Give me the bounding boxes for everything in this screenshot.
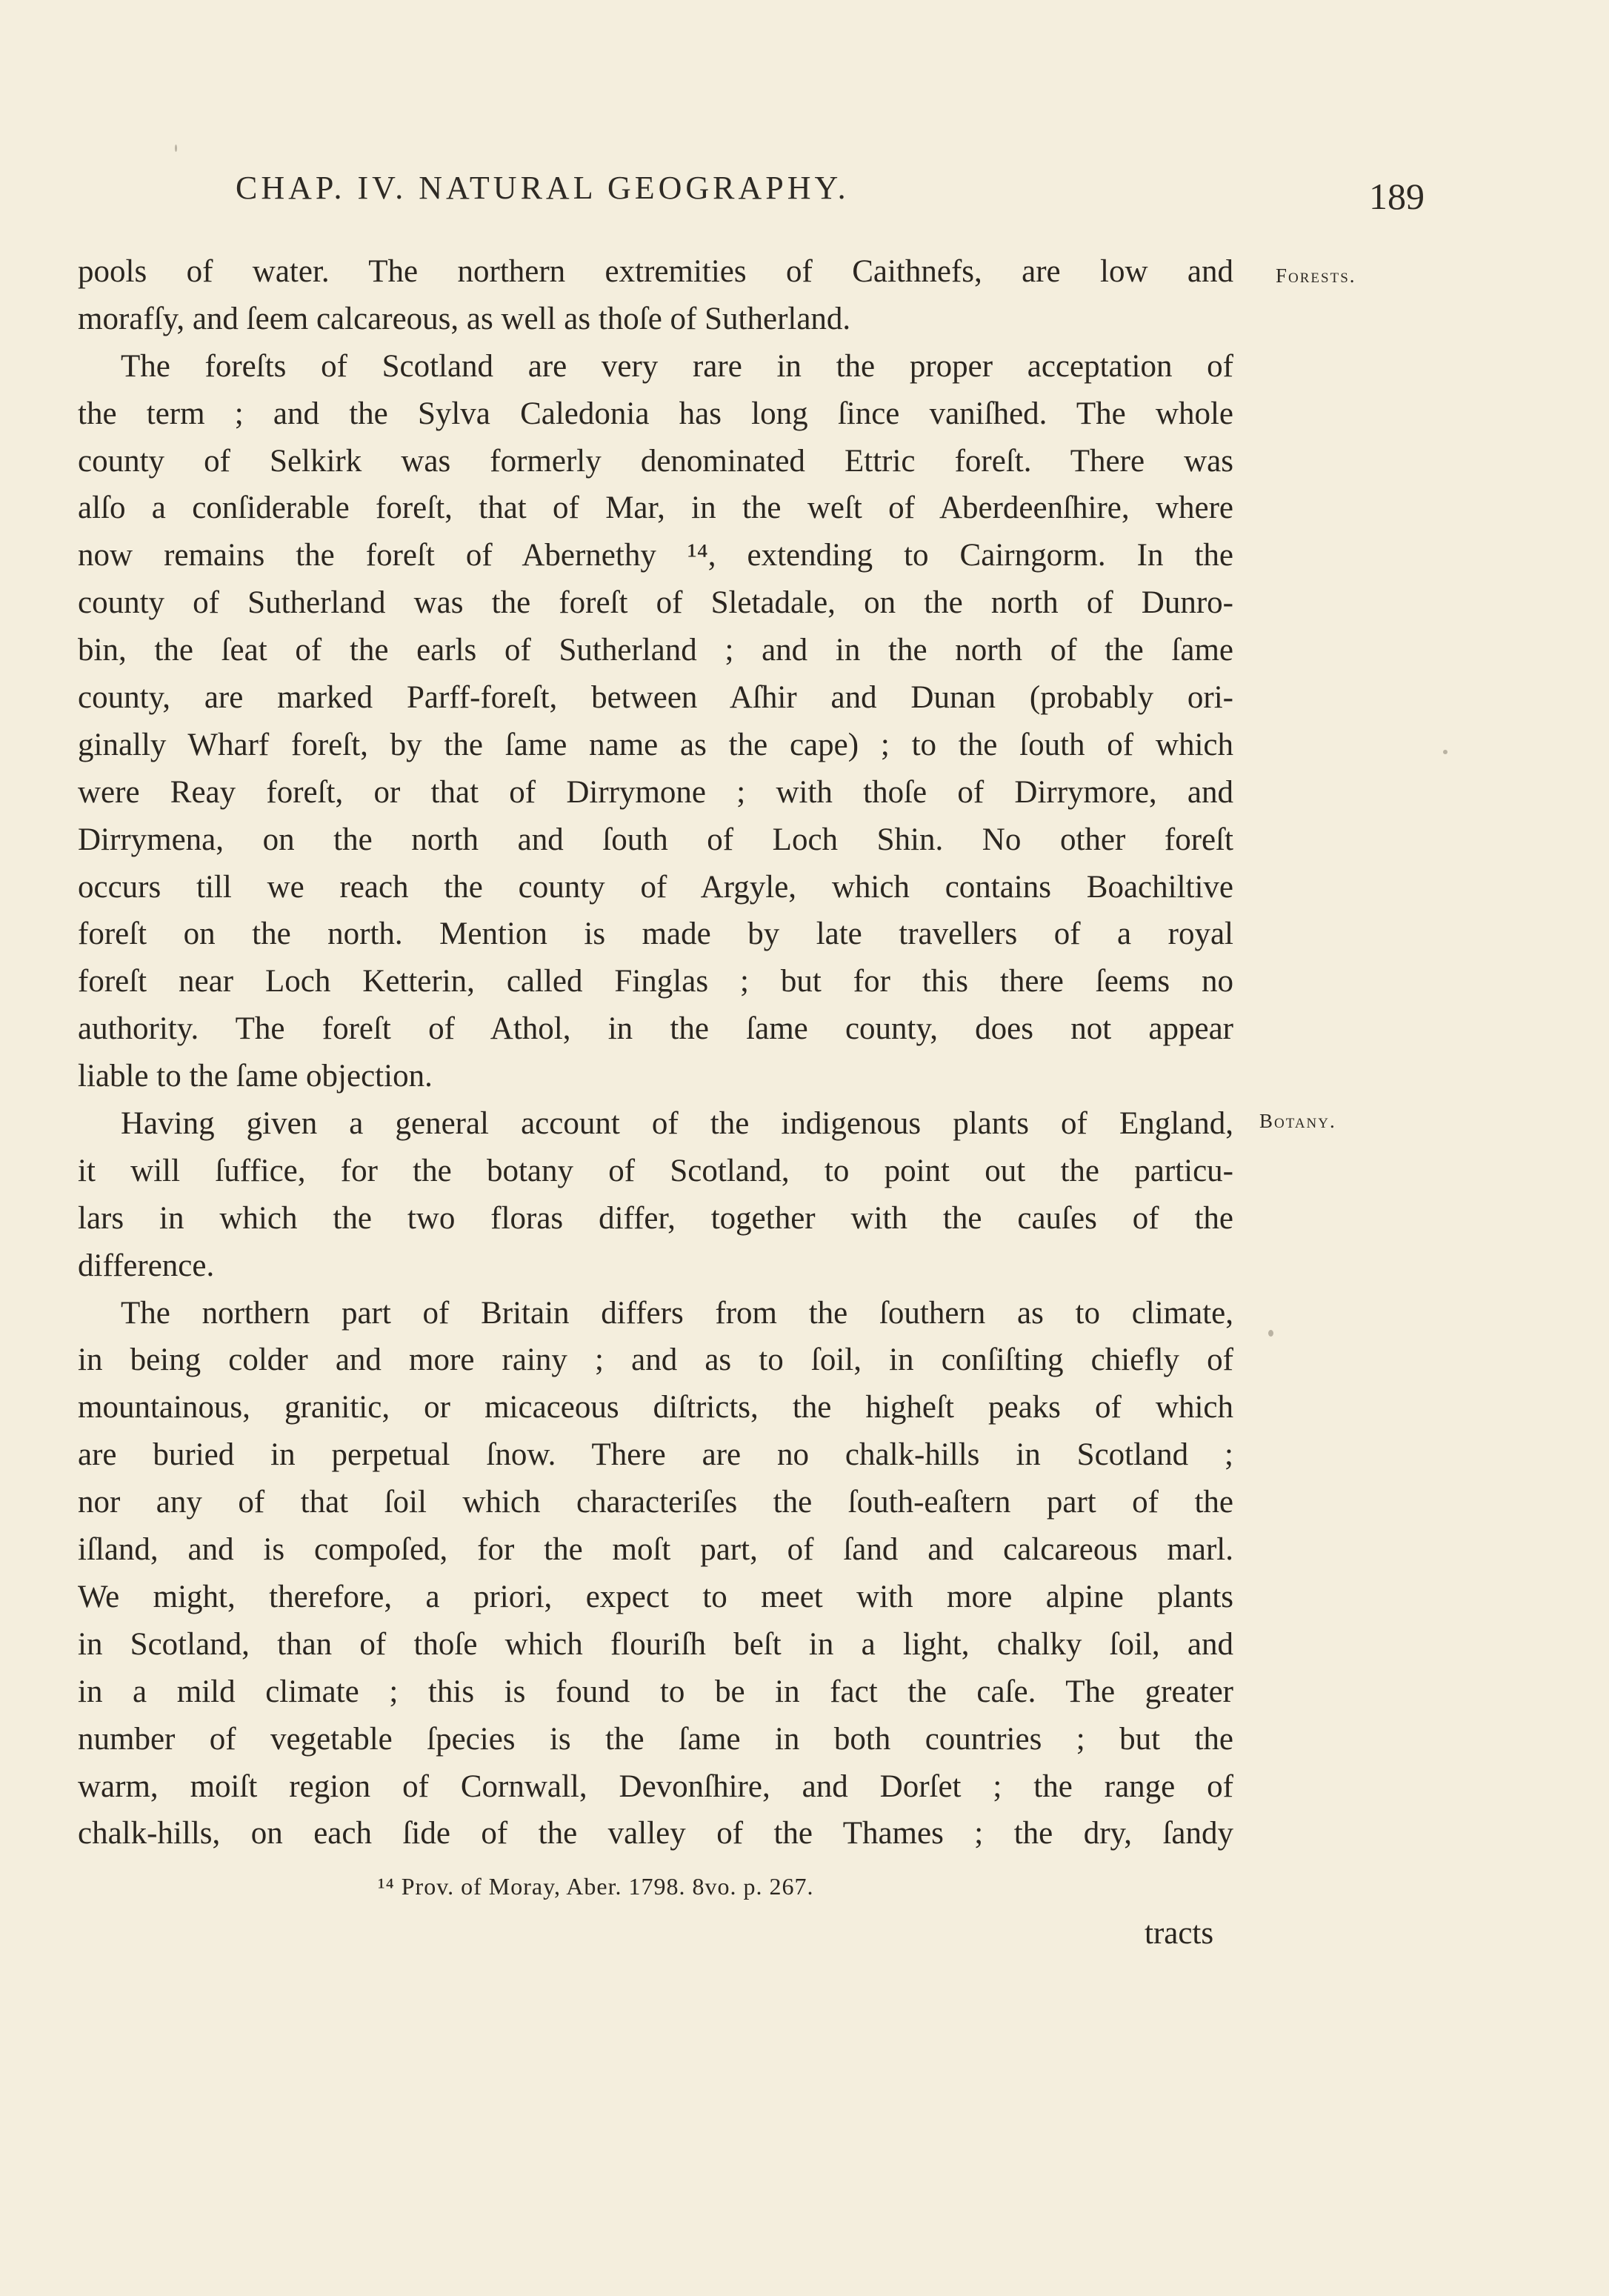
text-line: in Scotland, than of thoſe which flouriſh beſt in a light, chalky ſoil, and xyxy=(78,1626,1233,1662)
text-line: pools of water. The northern extremities of Caithnefs, are low and xyxy=(78,254,1233,289)
page-number: 189 xyxy=(1369,176,1425,217)
marginal-note-botany: Botany. xyxy=(1259,1110,1336,1132)
footnote: ¹⁴ Prov. of Moray, Aber. 1798. 8vo. p. 267. xyxy=(378,1873,814,1900)
text-line: the term ; and the Sylva Caledonia has long ſince vaniſhed. The whole xyxy=(78,396,1233,431)
text-line: nor any of that ſoil which characteriſes the ſouth-eaſtern part of the xyxy=(78,1485,1233,1520)
text-line: iſland, and is compoſed, for the moſt part, of ſand and calcareous marl. xyxy=(78,1532,1233,1568)
paper-speck xyxy=(175,144,177,152)
text-line: county of Selkirk was formerly denominated Ettric foreſt. There was xyxy=(78,443,1233,479)
text-line: We might, therefore, a priori, expect to meet with more alpine plants xyxy=(78,1579,1233,1614)
marginal-note-forests: Forests. xyxy=(1276,264,1356,287)
text-line: morafſy, and ſeem calcareous, as well as thoſe of Sutherland. xyxy=(78,301,851,336)
text-line: alſo a conſiderable foreſt, that of Mar, in the weſt of Aberdeenſhire, where xyxy=(78,490,1233,526)
text-line: Dirrymena, on the north and ſouth of Loch Shin. No other foreſt xyxy=(78,822,1233,857)
text-line: The foreſts of Scotland are very rare in the proper acceptation of xyxy=(121,348,1233,384)
text-line: authority. The foreſt of Athol, in the ſame county, does not appear xyxy=(78,1011,1233,1047)
catchword: tracts xyxy=(1145,1916,1214,1951)
paper-speck xyxy=(1443,750,1448,754)
paper-speck xyxy=(1268,1330,1273,1337)
page-header xyxy=(236,169,1425,228)
text-line: county of Sutherland was the foreſt of Sletadale, on the north of Dunro- xyxy=(78,585,1233,621)
text-line: are buried in perpetual ſnow. There are no chalk-hills in Scotland ; xyxy=(78,1437,1233,1473)
text-line: difference. xyxy=(78,1248,215,1283)
text-line: now remains the foreſt of Abernethy ¹⁴, extending to Cairngorm. In the xyxy=(78,538,1233,573)
text-line: lars in which the two floras differ, together with the cauſes of the xyxy=(78,1200,1233,1236)
text-line: it will ſuffice, for the botany of Scotland, to point out the particu- xyxy=(78,1153,1233,1188)
text-line: foreſt on the north. Mention is made by late travellers of a royal xyxy=(78,916,1233,952)
text-line: county, are marked Parff-foreſt, between Aſhir and Dunan (probably ori- xyxy=(78,680,1233,716)
text-line: Having given a general account of the indigenous plants of England, xyxy=(121,1106,1233,1142)
text-line: were Reay foreſt, or that of Dirrymone ; with thoſe of Dirrymore, and xyxy=(78,774,1233,810)
text-line: number of vegetable ſpecies is the ſame in both countries ; but the xyxy=(78,1721,1233,1757)
text-line: occurs till we reach the county of Argyle, which contains Boachiltive xyxy=(78,869,1233,905)
text-line: liable to the ſame objection. xyxy=(78,1059,433,1094)
text-line: in being colder and more rainy ; and as to ſoil, in conſiſting chiefly of xyxy=(78,1342,1233,1378)
text-line: in a mild climate ; this is found to be in fact the caſe. The greater xyxy=(78,1674,1233,1709)
running-head: CHAP. IV. NATURAL GEOGRAPHY. xyxy=(236,170,850,206)
text-line: chalk-hills, on each ſide of the valley of the Thames ; the dry, ſandy xyxy=(78,1816,1233,1851)
text-line: mountainous, granitic, or micaceous diſtricts, the higheſt peaks of which xyxy=(78,1390,1233,1425)
text-line: warm, moiſt region of Cornwall, Devonſhire, and Dorſet ; the range of xyxy=(78,1768,1233,1804)
text-line: foreſt near Loch Ketterin, called Finglas ; but for this there ſeems no xyxy=(78,964,1233,999)
text-line: The northern part of Britain differs from the ſouthern as to climate, xyxy=(121,1295,1233,1331)
text-line: ginally Wharf foreſt, by the ſame name as the cape) ; to the ſouth of which xyxy=(78,727,1233,762)
body-text xyxy=(78,248,1233,1857)
text-line: bin, the ſeat of the earls of Sutherland ; and in the north of the ſame xyxy=(78,633,1233,668)
